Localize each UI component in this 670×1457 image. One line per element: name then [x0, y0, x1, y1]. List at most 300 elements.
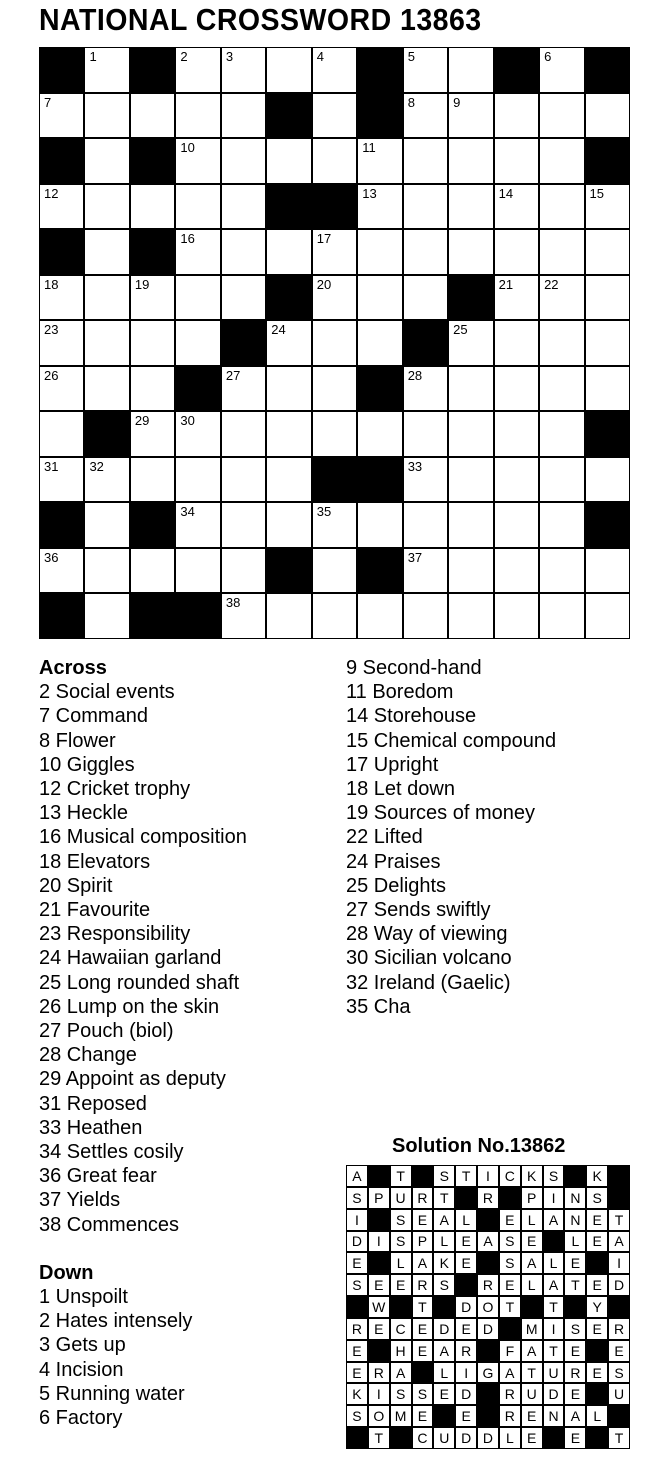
solution-cell: E — [412, 1405, 434, 1427]
grid-block — [39, 502, 84, 548]
clue-number: 35 — [316, 504, 332, 520]
grid-cell[interactable] — [494, 593, 539, 639]
grid-cell[interactable] — [130, 366, 175, 412]
grid-cell[interactable] — [494, 93, 539, 139]
grid-cell[interactable] — [539, 138, 584, 184]
solution-block — [564, 1165, 586, 1187]
solution-cell: I — [608, 1252, 630, 1274]
grid-cell[interactable] — [175, 457, 220, 503]
grid-block — [266, 184, 311, 230]
grid-block — [266, 275, 311, 321]
grid-cell[interactable] — [84, 457, 129, 503]
solution-cell: C — [412, 1427, 434, 1449]
clue-number: 6 — [544, 49, 552, 64]
across-clue: 25 Long rounded shaft — [39, 971, 240, 994]
solution-cell: T — [499, 1296, 521, 1318]
grid-cell[interactable] — [221, 366, 266, 412]
solution-cell: G — [477, 1362, 499, 1384]
solution-cell: E — [586, 1209, 608, 1231]
solution-block — [412, 1362, 434, 1384]
down-clue: 4 Incision — [39, 1358, 124, 1381]
grid-cell[interactable] — [84, 47, 129, 93]
grid-cell[interactable] — [266, 593, 311, 639]
solution-cell: D — [433, 1318, 455, 1340]
grid-block — [130, 502, 175, 548]
grid-cell[interactable] — [448, 366, 493, 412]
solution-cell: L — [521, 1209, 543, 1231]
grid-cell[interactable] — [266, 457, 311, 503]
solution-cell: E — [368, 1274, 390, 1296]
grid-cell[interactable] — [357, 411, 402, 457]
grid-cell[interactable] — [130, 411, 175, 457]
grid-block — [175, 593, 220, 639]
grid-cell[interactable] — [175, 138, 220, 184]
solution-cell: R — [412, 1187, 434, 1209]
clue-number: 19 — [134, 276, 150, 292]
grid-cell[interactable] — [539, 457, 584, 503]
grid-cell[interactable] — [312, 502, 357, 548]
clue-number: 26 — [44, 367, 59, 383]
solution-block — [368, 1252, 390, 1274]
grid-cell[interactable] — [448, 502, 493, 548]
grid-cell[interactable] — [403, 138, 448, 184]
grid-cell[interactable] — [130, 548, 175, 594]
solution-cell: K — [433, 1252, 455, 1274]
grid-cell[interactable] — [403, 457, 448, 503]
solution-cell: F — [499, 1340, 521, 1362]
solution-block — [368, 1340, 390, 1362]
solution-cell: T — [564, 1274, 586, 1296]
clue-number: 37 — [407, 549, 423, 565]
solution-cell: S — [346, 1274, 368, 1296]
grid-cell[interactable] — [539, 47, 584, 93]
solution-cell: S — [433, 1274, 455, 1296]
down-clue: 5 Running water — [39, 1382, 185, 1405]
grid-cell[interactable] — [84, 184, 129, 230]
solution-cell: S — [499, 1231, 521, 1253]
grid-block — [39, 138, 84, 184]
solution-cell: S — [543, 1165, 565, 1187]
solution-cell: E — [499, 1274, 521, 1296]
across-clue: 8 Flower — [39, 729, 116, 752]
grid-cell[interactable] — [357, 320, 402, 366]
grid-cell[interactable] — [494, 548, 539, 594]
solution-cell: E — [412, 1209, 434, 1231]
solution-block — [564, 1296, 586, 1318]
grid-cell[interactable] — [585, 184, 630, 230]
clue-number: 1 — [89, 49, 97, 64]
solution-cell: L — [586, 1405, 608, 1427]
grid-block — [39, 593, 84, 639]
solution-cell: A — [521, 1340, 543, 1362]
grid-cell[interactable] — [448, 593, 493, 639]
solution-cell: L — [433, 1231, 455, 1253]
grid-cell[interactable] — [357, 138, 402, 184]
grid-cell[interactable] — [312, 275, 357, 321]
solution-cell: H — [390, 1340, 412, 1362]
grid-cell[interactable] — [494, 138, 539, 184]
grid-cell[interactable] — [221, 593, 266, 639]
grid-cell[interactable] — [84, 320, 129, 366]
solution-cell: U — [521, 1383, 543, 1405]
clue-number: 25 — [453, 322, 468, 338]
grid-cell[interactable] — [84, 229, 129, 275]
solution-block — [586, 1383, 608, 1405]
grid-cell[interactable] — [39, 411, 84, 457]
grid-cell[interactable] — [266, 366, 311, 412]
solution-cell: A — [564, 1405, 586, 1427]
grid-cell[interactable] — [448, 93, 493, 139]
grid-cell[interactable] — [585, 93, 630, 139]
clue-number: 12 — [44, 185, 59, 201]
solution-cell: R — [564, 1362, 586, 1384]
grid-cell[interactable] — [175, 93, 220, 139]
solution-cell: O — [368, 1405, 390, 1427]
grid-cell[interactable] — [539, 548, 584, 594]
grid-cell[interactable] — [539, 275, 584, 321]
clue-number: 9 — [453, 94, 461, 110]
clue-number: 16 — [180, 231, 195, 247]
solution-block — [499, 1318, 521, 1340]
grid-cell[interactable] — [39, 457, 84, 503]
grid-block — [357, 47, 402, 93]
solution-block — [477, 1252, 499, 1274]
solution-cell: N — [543, 1405, 565, 1427]
grid-cell[interactable] — [448, 411, 493, 457]
grid-cell[interactable] — [539, 411, 584, 457]
grid-cell[interactable] — [585, 366, 630, 412]
solution-cell: E — [455, 1405, 477, 1427]
down-clue: 15 Chemical compound — [346, 729, 557, 752]
solution-cell: R — [477, 1187, 499, 1209]
solution-block — [455, 1274, 477, 1296]
solution-cell: E — [521, 1231, 543, 1253]
solution-cell: A — [412, 1252, 434, 1274]
grid-cell[interactable] — [403, 411, 448, 457]
clue-number: 21 — [498, 276, 514, 292]
solution-cell: P — [521, 1187, 543, 1209]
solution-block — [433, 1405, 455, 1427]
grid-cell[interactable] — [39, 275, 84, 321]
solution-cell: D — [543, 1383, 565, 1405]
grid-cell[interactable] — [221, 138, 266, 184]
grid-cell[interactable] — [84, 593, 129, 639]
grid-cell[interactable] — [539, 593, 584, 639]
grid-cell[interactable] — [175, 47, 220, 93]
grid-cell[interactable] — [266, 138, 311, 184]
grid-cell[interactable] — [130, 320, 175, 366]
grid-cell[interactable] — [84, 138, 129, 184]
clue-number: 24 — [271, 322, 286, 338]
solution-cell: S — [390, 1383, 412, 1405]
down-clue-list — [39, 1285, 247, 1430]
solution-block — [368, 1165, 390, 1187]
grid-cell[interactable] — [403, 593, 448, 639]
across-clue: 7 Command — [39, 705, 148, 728]
grid-block — [357, 93, 402, 139]
grid-cell[interactable] — [494, 320, 539, 366]
solution-cell: S — [346, 1405, 368, 1427]
grid-block — [266, 548, 311, 594]
solution-block — [477, 1405, 499, 1427]
grid-cell[interactable] — [221, 548, 266, 594]
solution-cell: R — [368, 1362, 390, 1384]
clue-number: 10 — [180, 140, 195, 156]
grid-block — [221, 320, 266, 366]
grid-cell[interactable] — [221, 457, 266, 503]
grid-cell[interactable] — [448, 457, 493, 503]
grid-cell[interactable] — [84, 275, 129, 321]
solution-block — [499, 1187, 521, 1209]
grid-cell[interactable] — [130, 93, 175, 139]
grid-cell[interactable] — [539, 93, 584, 139]
grid-cell[interactable] — [84, 366, 129, 412]
grid-cell[interactable] — [585, 457, 630, 503]
clue-number: 18 — [44, 276, 59, 292]
grid-block — [357, 457, 402, 503]
solution-block — [608, 1165, 630, 1187]
grid-cell[interactable] — [312, 411, 357, 457]
solution-cell: A — [433, 1340, 455, 1362]
solution-cell: D — [455, 1383, 477, 1405]
grid-cell[interactable] — [357, 502, 402, 548]
grid-cell[interactable] — [448, 138, 493, 184]
solution-cell: I — [543, 1187, 565, 1209]
grid-cell[interactable] — [494, 184, 539, 230]
solution-cell: S — [390, 1209, 412, 1231]
grid-cell[interactable] — [266, 229, 311, 275]
solution-cell: U — [390, 1187, 412, 1209]
grid-block — [357, 548, 402, 594]
grid-cell[interactable] — [312, 93, 357, 139]
grid-cell[interactable] — [84, 502, 129, 548]
grid-cell[interactable] — [221, 229, 266, 275]
solution-cell: O — [477, 1296, 499, 1318]
grid-cell[interactable] — [312, 138, 357, 184]
grid-cell[interactable] — [312, 229, 357, 275]
grid-cell[interactable] — [221, 502, 266, 548]
solution-cell: R — [455, 1340, 477, 1362]
grid-cell[interactable] — [312, 548, 357, 594]
solution-cell: K — [521, 1165, 543, 1187]
solution-block — [608, 1296, 630, 1318]
grid-cell[interactable] — [84, 548, 129, 594]
grid-cell[interactable] — [312, 320, 357, 366]
clue-number: 32 — [89, 458, 104, 474]
solution-cell: U — [543, 1362, 565, 1384]
grid-cell[interactable] — [175, 275, 220, 321]
clues-column-right — [346, 656, 556, 1019]
grid-cell[interactable] — [539, 502, 584, 548]
grid-cell[interactable] — [539, 320, 584, 366]
solution-cell: D — [608, 1274, 630, 1296]
grid-cell[interactable] — [448, 548, 493, 594]
solution-block — [346, 1427, 368, 1449]
grid-cell[interactable] — [221, 411, 266, 457]
solution-cell: L — [455, 1209, 477, 1231]
grid-cell[interactable] — [84, 93, 129, 139]
solution-cell: T — [455, 1165, 477, 1187]
grid-cell[interactable] — [357, 275, 402, 321]
grid-cell[interactable] — [175, 411, 220, 457]
grid-cell[interactable] — [448, 47, 493, 93]
grid-block — [84, 411, 129, 457]
solution-cell: E — [346, 1340, 368, 1362]
grid-cell[interactable] — [403, 184, 448, 230]
clue-number: 36 — [44, 549, 59, 565]
across-clue: 24 Hawaiian garland — [39, 947, 222, 970]
grid-cell[interactable] — [312, 593, 357, 639]
clue-number: 5 — [407, 49, 415, 64]
down-clue: 24 Praises — [346, 850, 441, 873]
grid-cell[interactable] — [39, 93, 84, 139]
solution-cell: I — [455, 1362, 477, 1384]
down-heading: Down — [39, 1261, 94, 1284]
solution-cell: I — [543, 1318, 565, 1340]
grid-cell[interactable] — [175, 548, 220, 594]
grid-cell[interactable] — [221, 184, 266, 230]
grid-cell[interactable] — [585, 548, 630, 594]
grid-cell[interactable] — [357, 229, 402, 275]
grid-cell[interactable] — [403, 47, 448, 93]
solution-cell: Y — [586, 1296, 608, 1318]
solution-cell: S — [586, 1187, 608, 1209]
solution-block — [390, 1427, 412, 1449]
grid-cell[interactable] — [39, 548, 84, 594]
solution-cell: P — [412, 1231, 434, 1253]
solution-cell: C — [499, 1165, 521, 1187]
solution-block — [477, 1340, 499, 1362]
grid-cell[interactable] — [494, 411, 539, 457]
grid-cell[interactable] — [403, 502, 448, 548]
solution-cell: E — [390, 1274, 412, 1296]
across-clue: 38 Commences — [39, 1213, 180, 1236]
clue-number: 14 — [498, 185, 514, 201]
solution-cell: A — [346, 1165, 368, 1187]
grid-cell[interactable] — [130, 275, 175, 321]
solution-cell: D — [455, 1427, 477, 1449]
solution-cell: E — [564, 1252, 586, 1274]
solution-cell: A — [477, 1231, 499, 1253]
clue-number: 29 — [134, 413, 150, 429]
grid-cell[interactable] — [130, 184, 175, 230]
across-clue: 33 Heathen — [39, 1116, 143, 1139]
solution-cell: T — [543, 1296, 565, 1318]
solution-cell: A — [521, 1252, 543, 1274]
grid-cell[interactable] — [39, 366, 84, 412]
solution-cell: E — [521, 1427, 543, 1449]
down-clue: 2 Hates intensely — [39, 1310, 193, 1333]
clue-number: 7 — [44, 94, 52, 110]
solution-cell: S — [608, 1362, 630, 1384]
grid-cell[interactable] — [585, 320, 630, 366]
solution-cell: E — [586, 1318, 608, 1340]
grid-cell[interactable] — [175, 502, 220, 548]
grid-cell[interactable] — [448, 320, 493, 366]
grid-cell[interactable] — [221, 47, 266, 93]
solution-cell: D — [477, 1318, 499, 1340]
grid-cell[interactable] — [494, 229, 539, 275]
solution-cell: R — [346, 1318, 368, 1340]
grid-cell[interactable] — [130, 457, 175, 503]
grid-cell[interactable] — [357, 593, 402, 639]
solution-cell: R — [412, 1274, 434, 1296]
grid-cell[interactable] — [175, 184, 220, 230]
across-clue: 12 Cricket trophy — [39, 778, 191, 801]
solution-cell: E — [564, 1383, 586, 1405]
solution-cell: S — [499, 1252, 521, 1274]
grid-cell[interactable] — [175, 229, 220, 275]
grid-cell[interactable] — [221, 275, 266, 321]
solution-cell: E — [586, 1362, 608, 1384]
grid-cell[interactable] — [585, 275, 630, 321]
solution-cell: M — [390, 1405, 412, 1427]
across-clue: 2 Social events — [39, 681, 175, 704]
grid-cell[interactable] — [494, 366, 539, 412]
grid-cell[interactable] — [266, 320, 311, 366]
grid-cell[interactable] — [539, 366, 584, 412]
grid-cell[interactable] — [39, 320, 84, 366]
grid-block — [130, 593, 175, 639]
grid-cell[interactable] — [539, 229, 584, 275]
grid-cell[interactable] — [175, 320, 220, 366]
solution-cell: R — [499, 1383, 521, 1405]
solution-block — [477, 1383, 499, 1405]
solution-grid — [346, 1165, 630, 1449]
grid-cell[interactable] — [494, 275, 539, 321]
grid-block — [175, 366, 220, 412]
grid-cell[interactable] — [585, 593, 630, 639]
grid-cell[interactable] — [448, 184, 493, 230]
solution-cell: E — [433, 1383, 455, 1405]
grid-cell[interactable] — [494, 457, 539, 503]
grid-cell[interactable] — [403, 275, 448, 321]
solution-cell: U — [433, 1427, 455, 1449]
solution-cell: K — [346, 1383, 368, 1405]
grid-cell[interactable] — [312, 366, 357, 412]
grid-cell[interactable] — [403, 366, 448, 412]
clue-number: 13 — [362, 185, 377, 201]
grid-cell[interactable] — [494, 502, 539, 548]
grid-block — [403, 320, 448, 366]
solution-cell: E — [608, 1340, 630, 1362]
solution-block — [346, 1296, 368, 1318]
grid-cell[interactable] — [266, 502, 311, 548]
solution-cell: E — [564, 1427, 586, 1449]
grid-cell[interactable] — [403, 93, 448, 139]
grid-cell[interactable] — [266, 47, 311, 93]
grid-cell[interactable] — [403, 229, 448, 275]
grid-cell[interactable] — [221, 93, 266, 139]
grid-cell[interactable] — [357, 184, 402, 230]
grid-block — [585, 502, 630, 548]
solution-cell: E — [412, 1340, 434, 1362]
across-clue: 27 Pouch (biol) — [39, 1020, 174, 1043]
grid-cell[interactable] — [266, 411, 311, 457]
down-clue: 27 Sends swiftly — [346, 899, 491, 922]
grid-cell[interactable] — [448, 229, 493, 275]
across-clue: 21 Favourite — [39, 899, 151, 922]
down-clue: 18 Let down — [346, 778, 455, 801]
grid-cell[interactable] — [312, 47, 357, 93]
grid-cell[interactable] — [539, 184, 584, 230]
grid-cell[interactable] — [585, 229, 630, 275]
grid-cell[interactable] — [403, 548, 448, 594]
clue-number: 2 — [180, 49, 188, 64]
grid-cell[interactable] — [39, 184, 84, 230]
across-clue: 31 Reposed — [39, 1092, 147, 1115]
solution-cell: A — [543, 1209, 565, 1231]
